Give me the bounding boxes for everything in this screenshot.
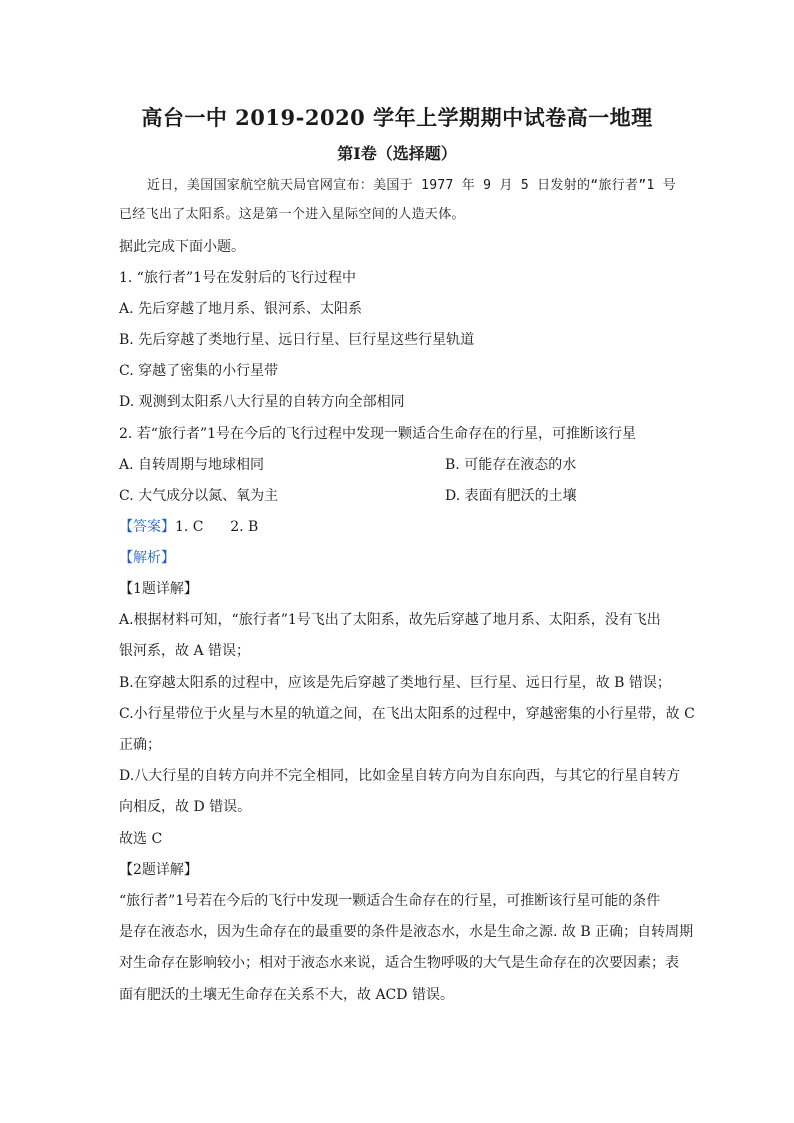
material-line-2: 已经飞出了太阳系。这是第一个进入星际空间的人造天体。 [119, 207, 465, 222]
detail-1-line: C.小行星带位于火星与木星的轨道之间，在飞出太阳系的过程中，穿越密集的小行星带，故 C [119, 706, 695, 722]
detail-2-line: 是存在液态水，因为生命存在的最重要的条件是液态水，水是生命之源. 故 B 正确；自转周期 [119, 924, 694, 940]
section-subtitle: 第Ⅰ卷（选择题） [337, 144, 457, 163]
material-line-1: 近日，美国国家航空航天局官网宣布：美国于 1977 年 9 月 5 日发射的“旅行者”1 号 [147, 178, 677, 193]
question-1-option-d: D. 观测到太阳系八大行星的自转方向全部相同 [119, 394, 405, 410]
question-1-option-b: B. 先后穿越了类地行星、远日行星、巨行星这些行星轨道 [119, 332, 475, 348]
detail-2-line: 对生命存在影响较小；相对于液态水来说，适合生物呼吸的大气是生命存在的次要因素；表 [119, 955, 679, 971]
detail-1-line: 银河系，故 A 错误； [119, 643, 251, 659]
question-1-stem: 1. “旅行者”1号在发射后的飞行过程中 [119, 270, 357, 286]
detail-1-line: B.在穿越太阳系的过程中，应该是先后穿越了类地行星、巨行星、远日行星，故 B 错误； [119, 675, 671, 691]
question-2-stem: 2. 若“旅行者”1号在今后的飞行过程中发现一颗适合生命存在的行星，可推断该行星 [119, 426, 637, 442]
detail-1-line: D.八大行星的自转方向并不完全相同，比如金星自转方向为自东向西，与其它的行星自转方 [119, 768, 681, 784]
detail-2-line: 面有肥沃的土壤无生命存在关系不大，故 ACD 错误。 [119, 987, 454, 1003]
answer-value: 1. C 2. B [175, 519, 259, 535]
question-2-option-b: B. 可能存在液态的水 [445, 457, 577, 473]
question-1-option-c: C. 穿越了密集的小行星带 [119, 363, 279, 379]
detail-2-label: 【2题详解】 [119, 862, 198, 878]
answer-line [119, 517, 258, 537]
detail-1-line: 正确； [119, 737, 161, 753]
question-2-option-c: C. 大气成分以氮、氧为主 [119, 488, 279, 504]
question-2-option-d: D. 表面有肥沃的土壤 [445, 488, 577, 504]
analysis-label: 【解析】 [119, 550, 175, 566]
detail-1-line: A.根据材料可知，“旅行者”1号飞出了太阳系，故先后穿越了地月系、太阳系，没有飞出 [119, 612, 661, 628]
detail-1-label: 【1题详解】 [119, 581, 198, 597]
detail-1-conclusion: 故选 C [119, 831, 163, 847]
answer-label: 【答案】 [119, 519, 175, 535]
instruction: 据此完成下面小题。 [119, 239, 245, 255]
question-2-option-a: A. 自转周期与地球相同 [119, 457, 265, 473]
page-title: 高台一中 2019-2020 学年上学期期中试卷高一地理 [141, 105, 653, 130]
detail-1-line: 向相反，故 D 错误。 [119, 799, 252, 815]
question-1-option-a: A. 先后穿越了地月系、银河系、太阳系 [119, 301, 363, 317]
detail-2-line: “旅行者”1号若在今后的飞行中发现一颗适合生命存在的行星，可推断该行星可能的条件 [119, 893, 661, 909]
